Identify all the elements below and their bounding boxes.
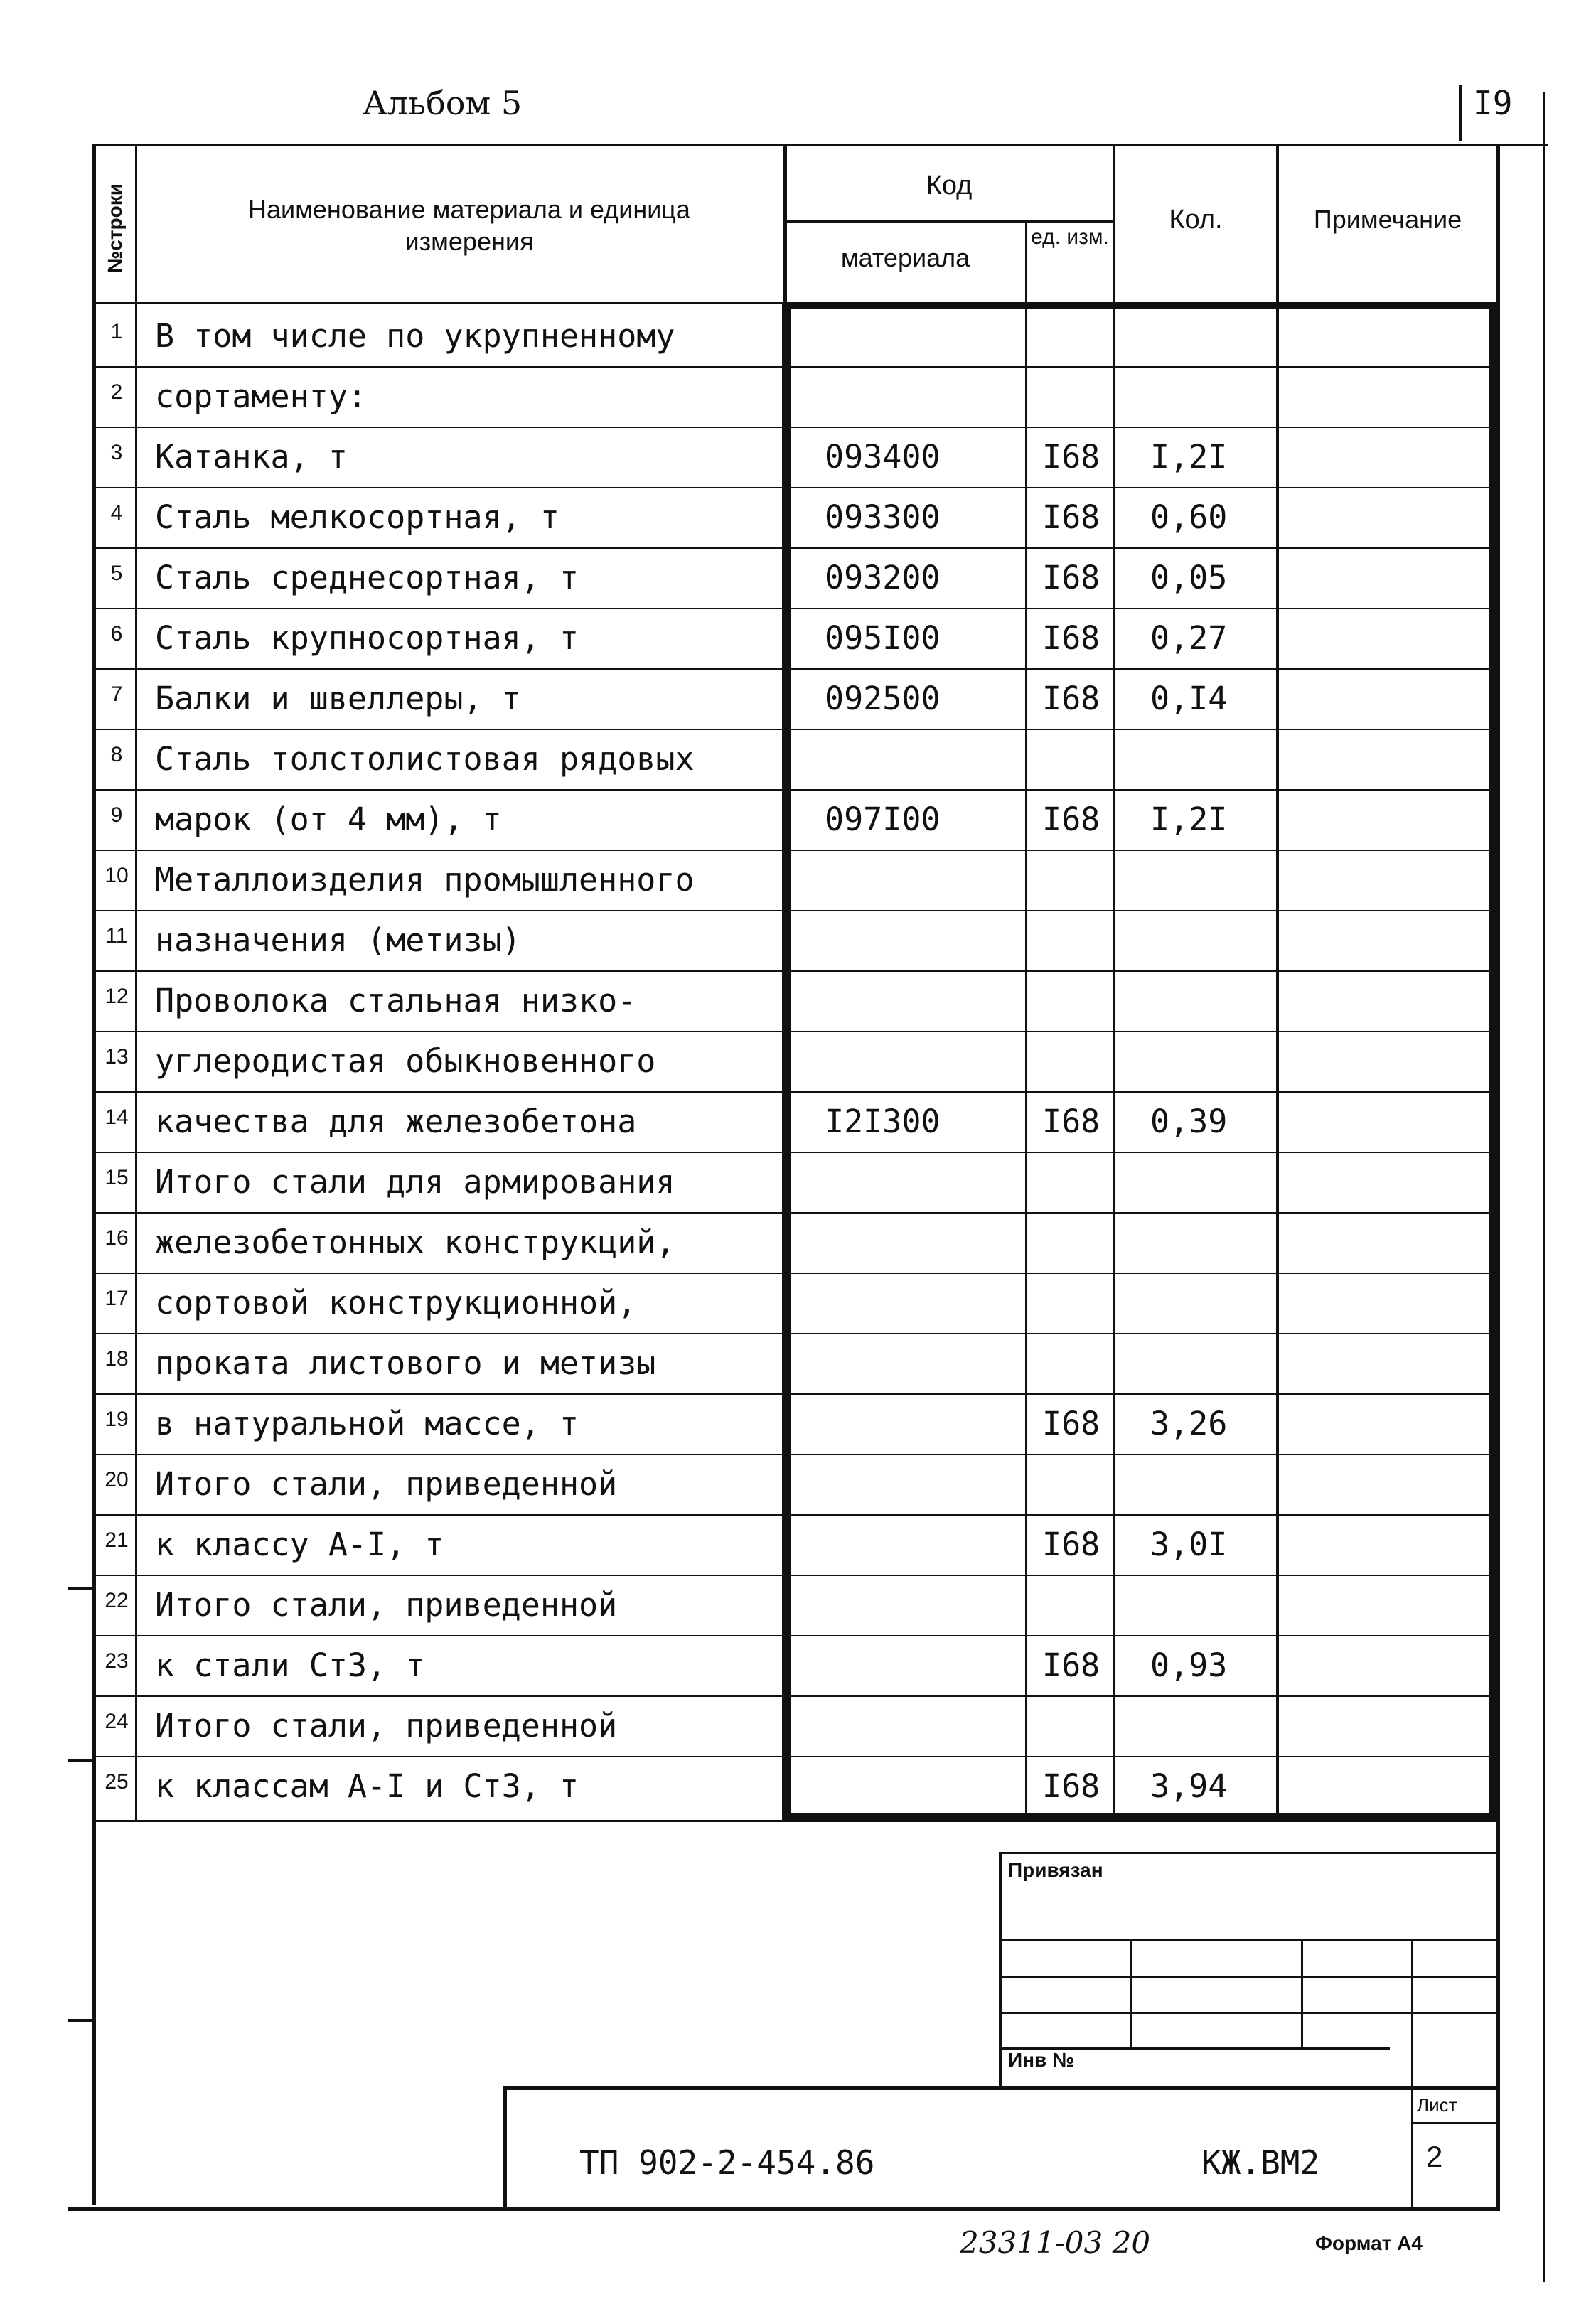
sheet-number: 2	[1426, 2140, 1443, 2173]
row-divider	[94, 668, 1498, 670]
qty-header: Кол.	[1169, 205, 1223, 235]
row-number: 5	[110, 562, 123, 585]
quantity: 0,27	[1150, 619, 1228, 657]
row-divider	[94, 1031, 1498, 1032]
row-number: 9	[110, 803, 123, 827]
row-number: 19	[105, 1408, 129, 1431]
album-title: Альбом 5	[363, 84, 523, 122]
row-number-header: №строки	[104, 183, 126, 273]
quantity: I,2I	[1150, 438, 1228, 476]
material-name: Сталь крупносортная, т	[155, 619, 579, 657]
frame-top	[94, 144, 1548, 146]
unit-code: I68	[1042, 1103, 1100, 1140]
material-name: к классу А-I, т	[155, 1526, 444, 1563]
page-number: I9	[1473, 84, 1513, 122]
row-number: 17	[105, 1287, 129, 1310]
material-name: В том числе по укрупненному	[155, 317, 675, 355]
row-divider	[94, 366, 1498, 368]
row-divider	[94, 1393, 1498, 1395]
row-number: 4	[110, 501, 123, 525]
row-number: 24	[105, 1710, 129, 1733]
row-divider	[94, 608, 1498, 609]
row-divider	[94, 789, 1498, 791]
unit-code: I68	[1042, 1526, 1100, 1563]
code-header: Код	[926, 171, 973, 200]
material-name: к стали Ст3, т	[155, 1646, 425, 1684]
row-number: 8	[110, 743, 123, 766]
row-number: 16	[105, 1226, 129, 1250]
row-divider	[94, 1212, 1498, 1214]
quantity: 0,93	[1150, 1646, 1228, 1684]
row-divider	[94, 1152, 1498, 1153]
material-code: 093400	[825, 438, 941, 476]
material-name: Итого стали для армирования	[155, 1163, 675, 1201]
material-name: Итого стали, приведенной	[155, 1707, 618, 1745]
row-number: 20	[105, 1468, 129, 1491]
material-name: марок (от 4 мм), т	[155, 800, 502, 838]
inv-label: Инв №	[1008, 2049, 1075, 2071]
unit-code: I68	[1042, 498, 1100, 536]
sheet-label: Лист	[1417, 2094, 1457, 2116]
row-divider	[94, 729, 1498, 730]
material-name: назначения (метизы)	[155, 921, 521, 959]
row-divider	[94, 970, 1498, 972]
row-divider	[94, 1273, 1498, 1274]
unit-code: I68	[1042, 619, 1100, 657]
row-divider	[94, 547, 1498, 549]
row-number: 22	[105, 1589, 129, 1612]
quantity: 3,94	[1150, 1767, 1228, 1805]
quantity: 0,39	[1150, 1103, 1228, 1140]
row-number: 10	[105, 864, 129, 887]
row-divider	[94, 1514, 1498, 1516]
row-number: 1	[110, 320, 123, 343]
material-name: в натуральной массе, т	[155, 1405, 579, 1442]
row-divider	[94, 910, 1498, 911]
material-code: 092500	[825, 680, 941, 717]
material-name: Сталь толстолистовая рядовых	[155, 740, 695, 778]
row-number: 7	[110, 682, 123, 706]
material-name: Сталь среднесортная, т	[155, 559, 579, 596]
quantity: 3,26	[1150, 1405, 1228, 1442]
code-material-header: материала	[840, 243, 970, 272]
material-name: качества для железобетона	[155, 1103, 637, 1140]
row-number: 11	[105, 924, 128, 948]
material-name: Проволока стальная низко-	[155, 982, 637, 1019]
row-divider	[94, 1635, 1498, 1636]
row-number: 21	[105, 1528, 129, 1552]
format-label: Формат А4	[1315, 2232, 1423, 2254]
material-code: 097I00	[825, 800, 941, 838]
row-divider	[94, 1091, 1498, 1093]
material-name: к классам А-I и Ст3, т	[155, 1767, 579, 1805]
row-divider	[94, 1454, 1498, 1455]
frame-left	[92, 144, 96, 2205]
material-name: Катанка, т	[155, 438, 348, 476]
material-name: сортовой конструкционной,	[155, 1284, 637, 1322]
row-divider	[94, 487, 1498, 488]
material-name: проката листового и метизы	[155, 1344, 656, 1382]
row-divider	[94, 1575, 1498, 1576]
row-number: 14	[105, 1105, 129, 1129]
row-number: 13	[105, 1045, 129, 1068]
row-number: 6	[110, 622, 123, 645]
row-number: 25	[105, 1770, 129, 1794]
material-code: I2I300	[825, 1103, 941, 1140]
unit-code: I68	[1042, 1646, 1100, 1684]
material-name: углеродистая обыкновенного	[155, 1042, 656, 1080]
row-divider	[94, 850, 1498, 851]
row-number: 12	[105, 985, 129, 1008]
row-divider	[94, 1756, 1498, 1757]
quantity: 0,I4	[1150, 680, 1228, 717]
unit-code: I68	[1042, 559, 1100, 596]
material-name: Сталь мелкосортная, т	[155, 498, 559, 536]
material-code: 093200	[825, 559, 941, 596]
material-name: Итого стали, приведенной	[155, 1465, 618, 1503]
unit-code: I68	[1042, 800, 1100, 838]
name-header: Наименование материала и единица измерения	[248, 195, 690, 256]
row-number: 15	[105, 1166, 129, 1189]
material-name: Итого стали, приведенной	[155, 1586, 618, 1624]
material-code: 093300	[825, 498, 941, 536]
handwritten-number: 23311-03 20	[960, 2225, 1151, 2260]
bound-label: Привязан	[1008, 1859, 1103, 1881]
row-divider	[94, 427, 1498, 428]
quantity: 0,05	[1150, 559, 1228, 596]
material-name: Металлоизделия промышленного	[155, 861, 695, 899]
row-number: 2	[110, 380, 123, 404]
row-divider	[94, 1695, 1498, 1697]
row-number: 23	[105, 1649, 129, 1673]
unit-code: I68	[1042, 1767, 1100, 1805]
quantity: 0,60	[1150, 498, 1228, 536]
material-name: сортаменту:	[155, 377, 368, 415]
row-divider	[94, 1333, 1498, 1334]
unit-code: I68	[1042, 438, 1100, 476]
unit-code: I68	[1042, 1405, 1100, 1442]
unit-code: I68	[1042, 680, 1100, 717]
row-number: 18	[105, 1347, 129, 1371]
material-name: железобетонных конструкций,	[155, 1223, 675, 1261]
code-unit-header: ед. изм.	[1031, 225, 1109, 249]
project-code: ТП 902-2-454.86	[579, 2143, 875, 2182]
material-code: 095I00	[825, 619, 941, 657]
material-name: Балки и швеллеры, т	[155, 680, 521, 717]
quantity: 3,0I	[1150, 1526, 1228, 1563]
drawing-mark: КЖ.ВМ2	[1201, 2143, 1320, 2182]
row-number: 3	[110, 441, 123, 464]
quantity: I,2I	[1150, 800, 1228, 838]
note-header: Примечание	[1313, 205, 1462, 234]
